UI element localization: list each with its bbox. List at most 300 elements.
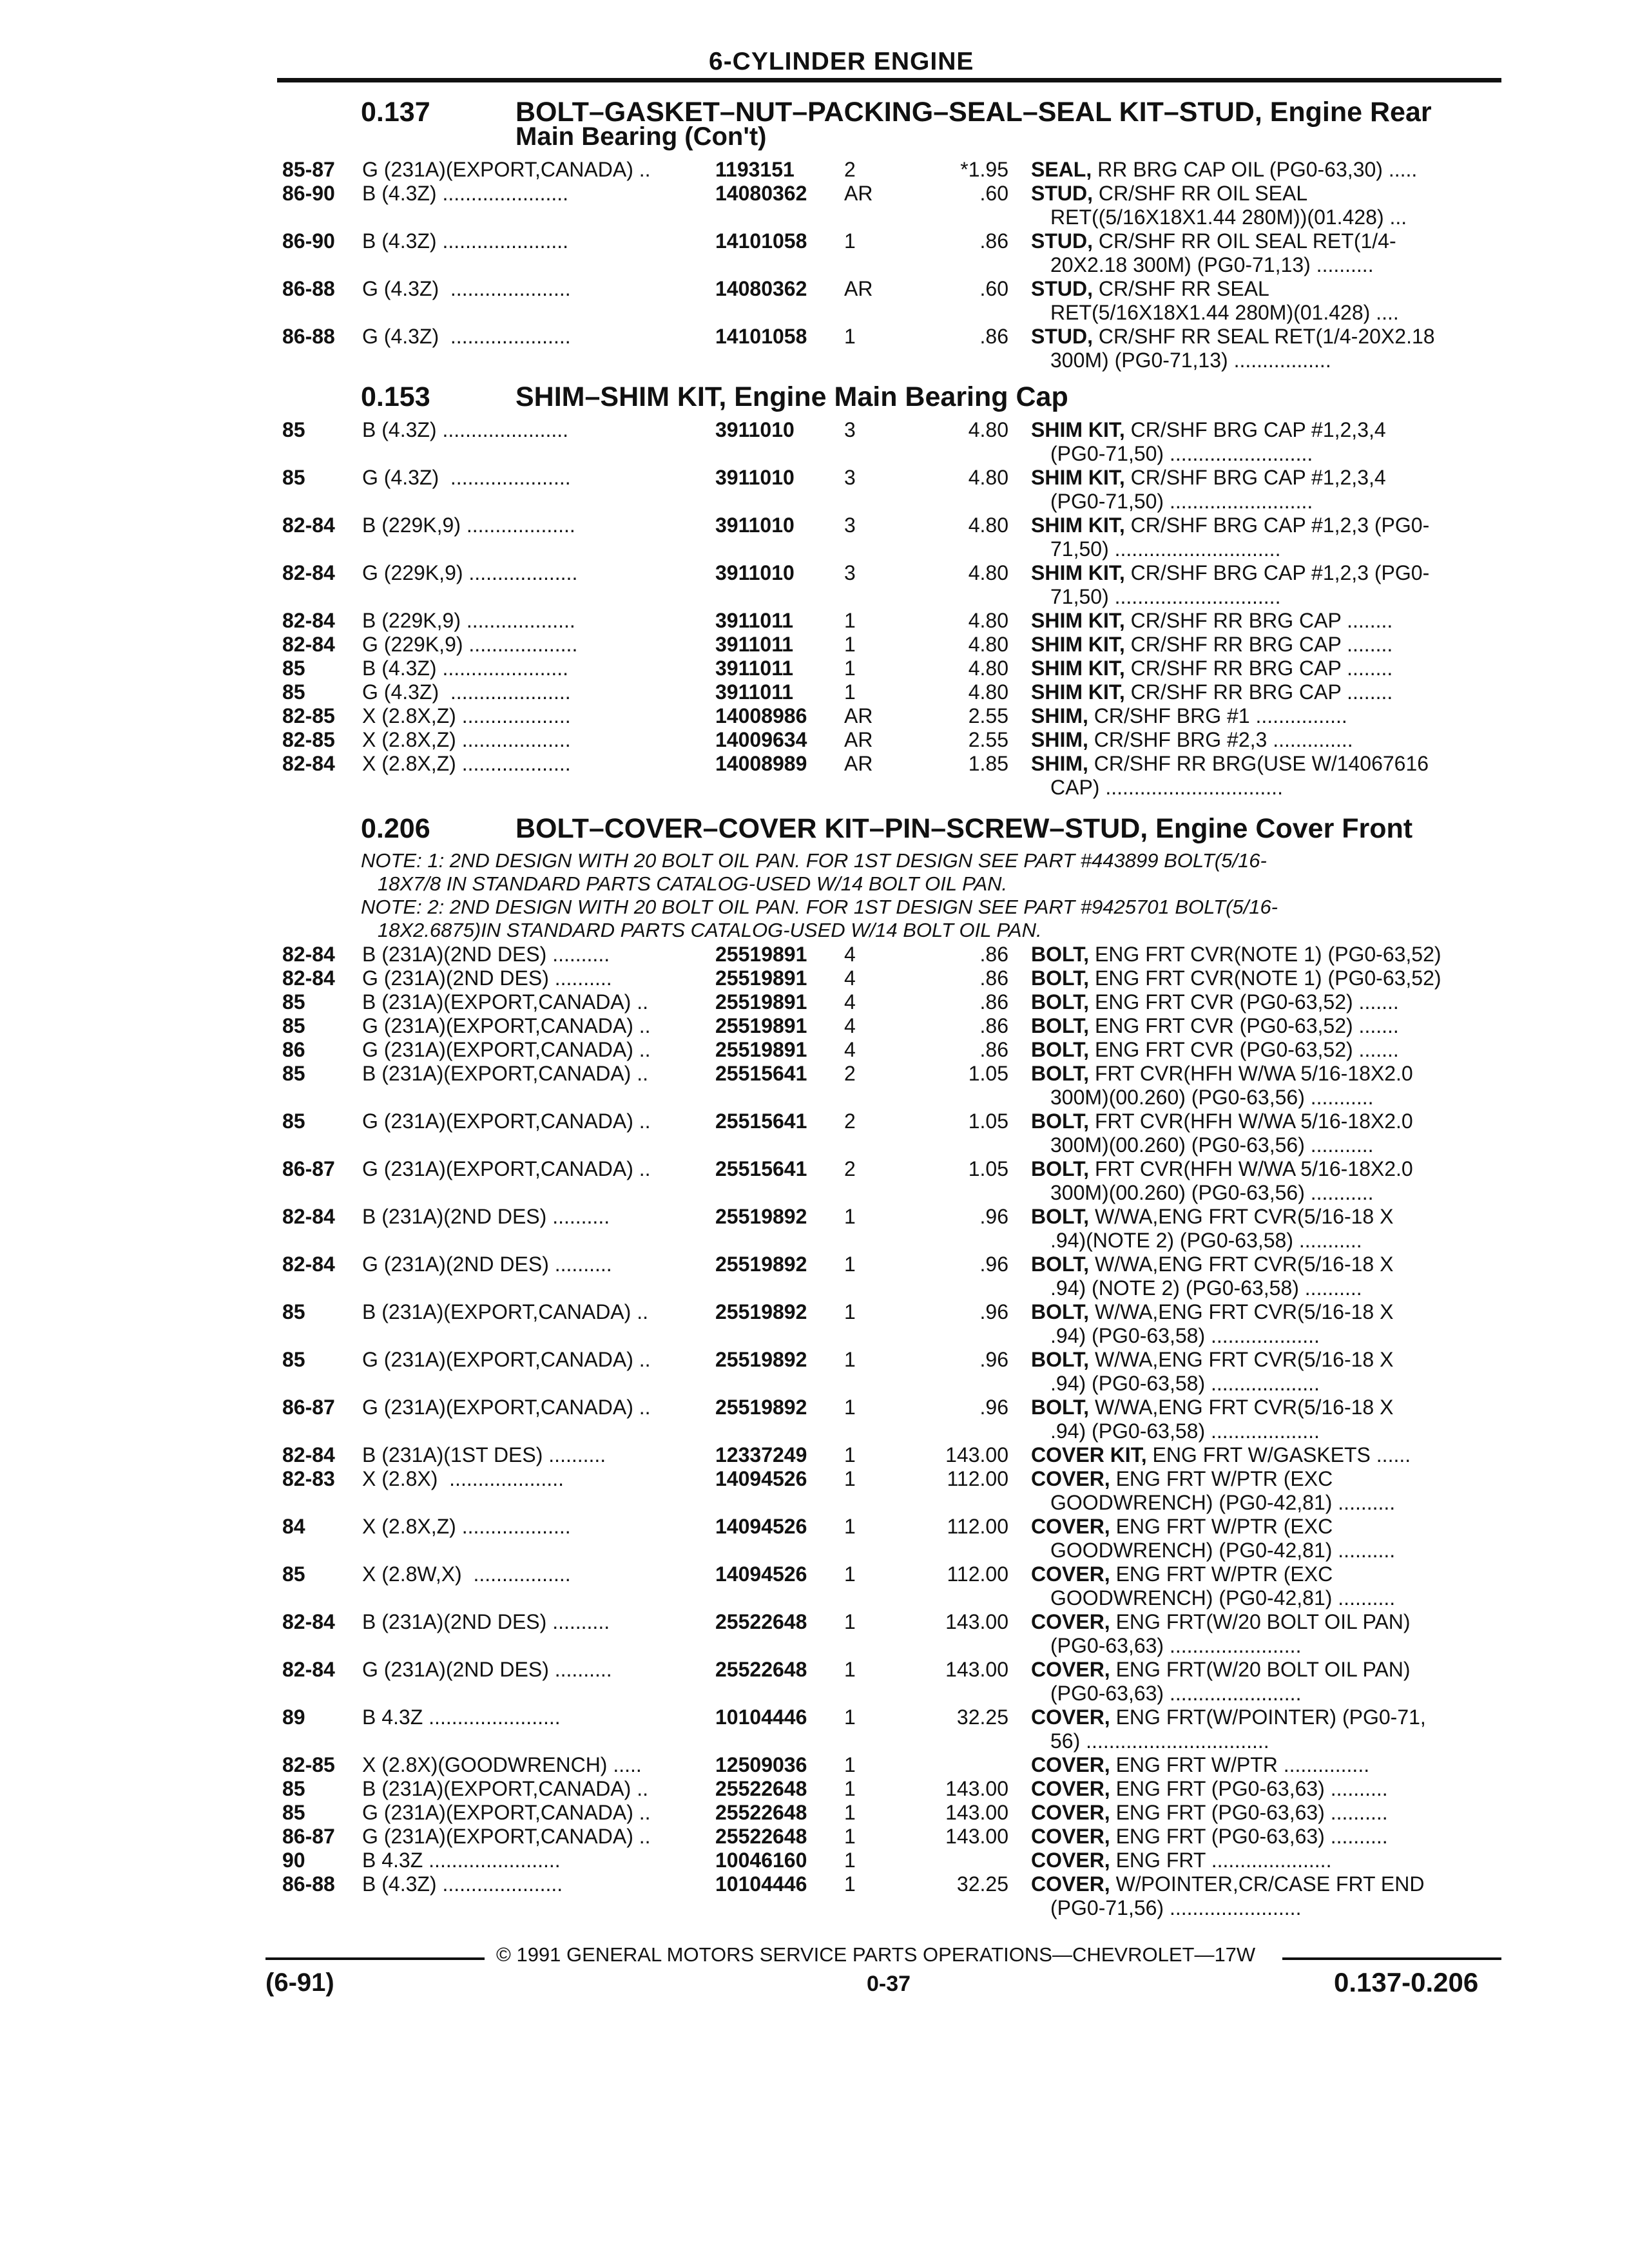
table-row (0, 752, 1629, 776)
year-cell: 85 (282, 990, 305, 1014)
application-cell: X (2.8X) .................... (362, 1467, 564, 1490)
year-cell: 85-87 (282, 158, 335, 181)
price-cell: 1.85 (968, 752, 1008, 775)
quantity-cell: 1 (844, 1300, 856, 1323)
application-cell: B (4.3Z) ..................... (362, 1872, 563, 1896)
part-number-cell: 14101058 (715, 229, 807, 253)
table-row-continuation (0, 1682, 1629, 1706)
table-row-continuation (0, 1181, 1629, 1205)
year-cell: 86-87 (282, 1825, 335, 1848)
price-cell: 143.00 (945, 1658, 1008, 1681)
section-title: BOLT–GASKET–NUT–PACKING–SEAL–SEAL KIT–STUD, Engine Rear (516, 97, 1432, 128)
description-cell: (PG0-71,56) ....................... (1050, 1896, 1302, 1919)
description-cell: COVER, ENG FRT ..................... (1031, 1849, 1332, 1872)
description-cell: BOLT, W/WA,ENG FRT CVR(5/16-18 X (1031, 1396, 1394, 1419)
year-cell: 85 (282, 1110, 305, 1133)
table-row (0, 1396, 1629, 1419)
table-row (0, 1157, 1629, 1181)
price-cell: 1.05 (968, 1157, 1008, 1180)
table-row (0, 1562, 1629, 1586)
application-cell: B (231A)(1ST DES) .......... (362, 1443, 606, 1466)
price-cell: .96 (979, 1205, 1008, 1228)
price-cell: 112.00 (947, 1515, 1008, 1538)
year-cell: 82-84 (282, 1205, 335, 1228)
year-cell: 82-84 (282, 633, 335, 656)
table-row (0, 1110, 1629, 1133)
description-cell: BOLT, ENG FRT CVR(NOTE 1) (PG0-63,52) (1031, 943, 1441, 966)
application-cell: G (231A)(EXPORT,CANADA) .. (362, 1014, 651, 1037)
table-row-continuation (0, 1229, 1629, 1253)
table-row (0, 633, 1629, 657)
footer-rule-right (1282, 1957, 1501, 1960)
quantity-cell: 1 (844, 1253, 856, 1276)
year-cell: 85 (282, 418, 305, 441)
part-number-cell: 12337249 (715, 1443, 807, 1466)
application-cell: X (2.8X,Z) ................... (362, 752, 571, 775)
description-cell: SHIM KIT, CR/SHF BRG CAP #1,2,3 (PG0- (1031, 514, 1430, 537)
description-cell: (PG0-71,50) ......................... (1050, 490, 1313, 513)
quantity-cell: 1 (844, 1467, 856, 1490)
quantity-cell: 4 (844, 943, 856, 966)
part-number-cell: 14101058 (715, 325, 807, 348)
description-cell: COVER, W/POINTER,CR/CASE FRT END (1031, 1872, 1425, 1896)
price-cell: 4.80 (968, 514, 1008, 537)
description-cell: SHIM KIT, CR/SHF RR BRG CAP ........ (1031, 680, 1393, 704)
description-cell: (PG0-63,63) ....................... (1050, 1682, 1302, 1705)
price-cell: .60 (979, 277, 1008, 300)
quantity-cell: 4 (844, 966, 856, 990)
price-cell: .86 (979, 1038, 1008, 1061)
quantity-cell: 1 (844, 609, 856, 632)
section-number: 0.206 (361, 813, 430, 844)
part-number-cell: 14094526 (715, 1467, 807, 1490)
price-cell: .60 (979, 182, 1008, 205)
application-cell: G (231A)(EXPORT,CANADA) .. (362, 158, 651, 181)
description-cell: CAP) ............................... (1050, 776, 1283, 799)
footer-date: (6-91) (265, 1968, 334, 1997)
table-row (0, 561, 1629, 585)
table-row (0, 966, 1629, 990)
description-cell: COVER, ENG FRT (PG0-63,63) .......... (1031, 1801, 1388, 1824)
part-number-cell: 1193151 (715, 158, 795, 181)
table-row (0, 1777, 1629, 1801)
price-cell: 2.55 (968, 728, 1008, 751)
quantity-cell: 1 (844, 680, 856, 704)
description-cell: BOLT, FRT CVR(HFH W/WA 5/16-18X2.0 (1031, 1157, 1413, 1180)
year-cell: 82-83 (282, 1467, 335, 1490)
price-cell: 32.25 (956, 1872, 1008, 1896)
part-number-cell: 25519891 (715, 943, 807, 966)
quantity-cell: 1 (844, 1396, 856, 1419)
table-row (0, 609, 1629, 633)
quantity-cell: 3 (844, 561, 856, 584)
description-cell: STUD, CR/SHF RR OIL SEAL (1031, 182, 1308, 205)
quantity-cell: 3 (844, 418, 856, 441)
table-row-continuation (0, 1634, 1629, 1658)
section-note: NOTE: 1: 2ND DESIGN WITH 20 BOLT OIL PAN. FOR 1ST DESIGN SEE PART #443899 BOLT(5/16- (361, 849, 1267, 872)
price-cell: .86 (979, 990, 1008, 1014)
part-number-cell: 25519892 (715, 1396, 807, 1419)
application-cell: B (229K,9) ................... (362, 514, 575, 537)
quantity-cell: 3 (844, 514, 856, 537)
year-cell: 82-84 (282, 1658, 335, 1681)
description-cell: GOODWRENCH) (PG0-42,81) .......... (1050, 1491, 1396, 1514)
price-cell: 32.25 (956, 1706, 1008, 1729)
table-row (0, 1014, 1629, 1038)
description-cell: STUD, CR/SHF RR SEAL RET(1/4-20X2.18 (1031, 325, 1435, 348)
year-cell: 82-85 (282, 1753, 335, 1776)
description-cell: COVER, ENG FRT (PG0-63,63) .......... (1031, 1825, 1388, 1848)
description-cell: COVER, ENG FRT(W/20 BOLT OIL PAN) (1031, 1658, 1411, 1681)
quantity-cell: 1 (844, 657, 856, 680)
quantity-cell: 1 (844, 1658, 856, 1681)
quantity-cell: 1 (844, 1562, 856, 1586)
part-number-cell: 25519891 (715, 966, 807, 990)
year-cell: 82-84 (282, 966, 335, 990)
description-cell: .94) (PG0-63,58) ................... (1050, 1372, 1320, 1395)
quantity-cell: AR (844, 277, 873, 300)
table-row (0, 1515, 1629, 1539)
application-cell: G (4.3Z) ..................... (362, 325, 571, 348)
table-row (0, 418, 1629, 442)
application-cell: G (231A)(EXPORT,CANADA) .. (362, 1396, 651, 1419)
price-cell: 143.00 (945, 1443, 1008, 1466)
description-cell: 300M) (PG0-71,13) ................. (1050, 349, 1331, 372)
footer-copyright: © 1991 GENERAL MOTORS SERVICE PARTS OPERATIONS—CHEVROLET—17W (496, 1943, 1256, 1966)
table-row (0, 182, 1629, 206)
part-number-cell: 25515641 (715, 1157, 807, 1180)
table-row (0, 325, 1629, 349)
section-number: 0.153 (361, 381, 430, 412)
year-cell: 82-85 (282, 728, 335, 751)
year-cell: 85 (282, 1300, 305, 1323)
price-cell: 4.80 (968, 466, 1008, 489)
table-row (0, 680, 1629, 704)
description-cell: 20X2.18 300M) (PG0-71,13) .......... (1050, 253, 1374, 276)
quantity-cell: 1 (844, 1706, 856, 1729)
description-cell: SHIM, CR/SHF BRG #1 ................ (1031, 704, 1347, 727)
part-number-cell: 14094526 (715, 1515, 807, 1538)
application-cell: B (231A)(EXPORT,CANADA) .. (362, 1062, 648, 1085)
year-cell: 85 (282, 1348, 305, 1371)
table-row (0, 704, 1629, 728)
table-row-continuation (0, 1276, 1629, 1300)
quantity-cell: 1 (844, 1443, 856, 1466)
application-cell: X (2.8W,X) ................. (362, 1562, 571, 1586)
year-cell: 86 (282, 1038, 305, 1061)
price-cell: .86 (979, 1014, 1008, 1037)
part-number-cell: 25522648 (715, 1801, 807, 1824)
description-cell: SHIM KIT, CR/SHF BRG CAP #1,2,3,4 (1031, 466, 1386, 489)
application-cell: X (2.8X,Z) ................... (362, 728, 571, 751)
year-cell: 86-88 (282, 325, 335, 348)
price-cell: .86 (979, 943, 1008, 966)
price-cell: .96 (979, 1348, 1008, 1371)
section-title-continued: Main Bearing (Con't) (516, 122, 767, 151)
description-cell: (PG0-63,63) ....................... (1050, 1634, 1302, 1657)
part-number-cell: 3911011 (715, 609, 794, 632)
part-number-cell: 3911011 (715, 633, 794, 656)
table-row (0, 1825, 1629, 1849)
description-cell: .94) (NOTE 2) (PG0-63,58) .......... (1050, 1276, 1362, 1300)
application-cell: G (231A)(EXPORT,CANADA) .. (362, 1348, 651, 1371)
application-cell: B (231A)(EXPORT,CANADA) .. (362, 990, 648, 1014)
description-cell: RET((5/16X18X1.44 280M))(01.428) ... (1050, 206, 1407, 229)
table-row-continuation (0, 1491, 1629, 1515)
table-row (0, 1801, 1629, 1825)
table-row-continuation (0, 1729, 1629, 1753)
price-cell: 143.00 (945, 1777, 1008, 1800)
quantity-cell: AR (844, 752, 873, 775)
quantity-cell: 1 (844, 1205, 856, 1228)
year-cell: 86-90 (282, 229, 335, 253)
application-cell: G (231A)(EXPORT,CANADA) .. (362, 1801, 651, 1824)
price-cell: 112.00 (947, 1467, 1008, 1490)
quantity-cell: 1 (844, 229, 856, 253)
part-number-cell: 14094526 (715, 1562, 807, 1586)
description-cell: BOLT, FRT CVR(HFH W/WA 5/16-18X2.0 (1031, 1110, 1413, 1133)
section-number: 0.137 (361, 97, 430, 128)
table-row (0, 466, 1629, 490)
description-cell: COVER, ENG FRT(W/20 BOLT OIL PAN) (1031, 1610, 1411, 1633)
year-cell: 85 (282, 466, 305, 489)
application-cell: B (231A)(EXPORT,CANADA) .. (362, 1300, 648, 1323)
part-number-cell: 25519891 (715, 1014, 807, 1037)
description-cell: 300M)(00.260) (PG0-63,56) ........... (1050, 1086, 1374, 1109)
table-row-continuation (0, 253, 1629, 277)
application-cell: G (231A)(EXPORT,CANADA) .. (362, 1157, 651, 1180)
footer-section-range: 0.137-0.206 (1334, 1967, 1479, 1997)
part-number-cell: 25519891 (715, 990, 807, 1014)
section-note: NOTE: 2: 2ND DESIGN WITH 20 BOLT OIL PAN. FOR 1ST DESIGN SEE PART #9425701 BOLT(5/16- (361, 896, 1278, 918)
quantity-cell: 4 (844, 990, 856, 1014)
table-row (0, 158, 1629, 182)
description-cell: COVER, ENG FRT(W/POINTER) (PG0-71, (1031, 1706, 1426, 1729)
description-cell: SHIM, CR/SHF BRG #2,3 .............. (1031, 728, 1353, 751)
part-number-cell: 25519892 (715, 1253, 807, 1276)
application-cell: B (231A)(2ND DES) .......... (362, 1205, 610, 1228)
footer-rule-left (265, 1957, 485, 1960)
quantity-cell: 1 (844, 1825, 856, 1848)
part-number-cell: 25522648 (715, 1610, 807, 1633)
part-number-cell: 25515641 (715, 1062, 807, 1085)
part-number-cell: 14080362 (715, 277, 807, 300)
table-row (0, 728, 1629, 752)
price-cell: 4.80 (968, 680, 1008, 704)
description-cell: (PG0-71,50) ......................... (1050, 442, 1313, 465)
description-cell: BOLT, ENG FRT CVR (PG0-63,52) ....... (1031, 1038, 1399, 1061)
quantity-cell: 3 (844, 466, 856, 489)
description-cell: BOLT, W/WA,ENG FRT CVR(5/16-18 X (1031, 1300, 1394, 1323)
description-cell: 71,50) ............................. (1050, 585, 1281, 608)
table-row-continuation (0, 1586, 1629, 1610)
section-note: 18X7/8 IN STANDARD PARTS CATALOG-USED W/14 BOLT OIL PAN. (361, 872, 1008, 895)
table-row-continuation (0, 301, 1629, 325)
application-cell: G (231A)(2ND DES) .......... (362, 1658, 612, 1681)
application-cell: G (229K,9) ................... (362, 561, 578, 584)
table-row-continuation (0, 490, 1629, 514)
year-cell: 89 (282, 1706, 305, 1729)
price-cell: 1.05 (968, 1110, 1008, 1133)
application-cell: B 4.3Z ....................... (362, 1849, 561, 1872)
part-number-cell: 25519892 (715, 1348, 807, 1371)
table-row (0, 1348, 1629, 1372)
description-cell: COVER, ENG FRT W/PTR ............... (1031, 1753, 1370, 1776)
price-cell: 143.00 (945, 1801, 1008, 1824)
description-cell: 300M)(00.260) (PG0-63,56) ........... (1050, 1133, 1374, 1157)
year-cell: 85 (282, 1777, 305, 1800)
table-row-continuation (0, 442, 1629, 466)
price-cell: 2.55 (968, 704, 1008, 727)
application-cell: G (229K,9) ................... (362, 633, 578, 656)
quantity-cell: 1 (844, 1348, 856, 1371)
description-cell: COVER, ENG FRT (PG0-63,63) .......... (1031, 1777, 1388, 1800)
year-cell: 85 (282, 1062, 305, 1085)
description-cell: SHIM KIT, CR/SHF RR BRG CAP ........ (1031, 609, 1393, 632)
table-row-continuation (0, 585, 1629, 609)
description-cell: 71,50) ............................. (1050, 537, 1281, 561)
price-cell: *1.95 (960, 158, 1008, 181)
year-cell: 85 (282, 1014, 305, 1037)
table-row (0, 277, 1629, 301)
table-row (0, 1253, 1629, 1276)
quantity-cell: 1 (844, 1777, 856, 1800)
application-cell: G (231A)(2ND DES) .......... (362, 1253, 612, 1276)
quantity-cell: 1 (844, 1872, 856, 1896)
table-row (0, 990, 1629, 1014)
quantity-cell: AR (844, 182, 873, 205)
year-cell: 82-84 (282, 1443, 335, 1466)
part-number-cell: 25522648 (715, 1777, 807, 1800)
table-row-continuation (0, 206, 1629, 229)
description-cell: SEAL, RR BRG CAP OIL (PG0-63,30) ..... (1031, 158, 1418, 181)
quantity-cell: 4 (844, 1014, 856, 1037)
quantity-cell: 1 (844, 1610, 856, 1633)
table-row-continuation (0, 537, 1629, 561)
application-cell: B (4.3Z) ...................... (362, 418, 569, 441)
table-row-continuation (0, 1419, 1629, 1443)
table-row (0, 1205, 1629, 1229)
part-number-cell: 3911010 (715, 514, 795, 537)
application-cell: G (231A)(EXPORT,CANADA) .. (362, 1825, 651, 1848)
table-row-continuation (0, 1539, 1629, 1562)
description-cell: RET(5/16X18X1.44 280M)(01.428) .... (1050, 301, 1399, 324)
description-cell: 300M)(00.260) (PG0-63,56) ........... (1050, 1181, 1374, 1204)
table-row (0, 1038, 1629, 1062)
application-cell: B (229K,9) ................... (362, 609, 575, 632)
application-cell: B (4.3Z) ...................... (362, 182, 569, 205)
table-row (0, 229, 1629, 253)
application-cell: G (231A)(EXPORT,CANADA) .. (362, 1110, 651, 1133)
description-cell: GOODWRENCH) (PG0-42,81) .......... (1050, 1539, 1396, 1562)
application-cell: B (4.3Z) ...................... (362, 657, 569, 680)
table-row (0, 1467, 1629, 1491)
table-row-continuation (0, 1372, 1629, 1396)
application-cell: X (2.8X,Z) ................... (362, 1515, 571, 1538)
quantity-cell: 1 (844, 325, 856, 348)
application-cell: B (4.3Z) ...................... (362, 229, 569, 253)
year-cell: 82-84 (282, 609, 335, 632)
quantity-cell: 2 (844, 1110, 856, 1133)
year-cell: 85 (282, 1562, 305, 1586)
year-cell: 82-84 (282, 561, 335, 584)
table-row (0, 1872, 1629, 1896)
quantity-cell: 1 (844, 1849, 856, 1872)
price-cell: .86 (979, 325, 1008, 348)
application-cell: B (231A)(EXPORT,CANADA) .. (362, 1777, 648, 1800)
quantity-cell: 2 (844, 158, 856, 181)
description-cell: BOLT, W/WA,ENG FRT CVR(5/16-18 X (1031, 1348, 1394, 1371)
description-cell: COVER, ENG FRT W/PTR (EXC (1031, 1562, 1333, 1586)
part-number-cell: 3911010 (715, 561, 795, 584)
description-cell: 56) ................................ (1050, 1729, 1269, 1753)
year-cell: 86-87 (282, 1157, 335, 1180)
price-cell: 143.00 (945, 1825, 1008, 1848)
price-cell: .86 (979, 229, 1008, 253)
table-row (0, 943, 1629, 966)
price-cell: .86 (979, 966, 1008, 990)
application-cell: G (4.3Z) ..................... (362, 680, 571, 704)
part-number-cell: 14008986 (715, 704, 807, 727)
description-cell: SHIM, CR/SHF RR BRG(USE W/14067616 (1031, 752, 1429, 775)
year-cell: 86-87 (282, 1396, 335, 1419)
year-cell: 82-84 (282, 1610, 335, 1633)
part-number-cell: 14009634 (715, 728, 807, 751)
year-cell: 82-84 (282, 752, 335, 775)
year-cell: 90 (282, 1849, 305, 1872)
table-row (0, 1849, 1629, 1872)
table-row-continuation (0, 776, 1629, 800)
year-cell: 85 (282, 680, 305, 704)
table-row (0, 1753, 1629, 1777)
application-cell: B (231A)(2ND DES) .......... (362, 943, 610, 966)
part-number-cell: 12509036 (715, 1753, 807, 1776)
table-row-continuation (0, 1324, 1629, 1348)
table-row-continuation (0, 1133, 1629, 1157)
price-cell: .96 (979, 1300, 1008, 1323)
table-row (0, 657, 1629, 680)
quantity-cell: AR (844, 704, 873, 727)
description-cell: BOLT, ENG FRT CVR (PG0-63,52) ....... (1031, 1014, 1399, 1037)
description-cell: .94) (PG0-63,58) ................... (1050, 1324, 1320, 1347)
year-cell: 86-90 (282, 182, 335, 205)
table-row (0, 1300, 1629, 1324)
description-cell: .94) (PG0-63,58) ................... (1050, 1419, 1320, 1443)
part-number-cell: 3911011 (715, 657, 794, 680)
description-cell: BOLT, ENG FRT CVR(NOTE 1) (PG0-63,52) (1031, 966, 1441, 990)
part-number-cell: 3911011 (715, 680, 794, 704)
price-cell: .96 (979, 1253, 1008, 1276)
price-cell: 112.00 (947, 1562, 1008, 1586)
price-cell: 4.80 (968, 657, 1008, 680)
year-cell: 86-88 (282, 1872, 335, 1896)
table-row-continuation (0, 1896, 1629, 1920)
description-cell: SHIM KIT, CR/SHF BRG CAP #1,2,3,4 (1031, 418, 1386, 441)
description-cell: .94)(NOTE 2) (PG0-63,58) ........... (1050, 1229, 1362, 1252)
table-row (0, 1610, 1629, 1634)
table-row (0, 514, 1629, 537)
application-cell: B 4.3Z ....................... (362, 1706, 561, 1729)
application-cell: X (2.8X,Z) ................... (362, 704, 571, 727)
table-row (0, 1443, 1629, 1467)
quantity-cell: 2 (844, 1157, 856, 1180)
year-cell: 85 (282, 657, 305, 680)
quantity-cell: 2 (844, 1062, 856, 1085)
part-number-cell: 10104446 (715, 1706, 807, 1729)
table-row (0, 1706, 1629, 1729)
part-number-cell: 25522648 (715, 1658, 807, 1681)
description-cell: STUD, CR/SHF RR SEAL (1031, 277, 1269, 300)
